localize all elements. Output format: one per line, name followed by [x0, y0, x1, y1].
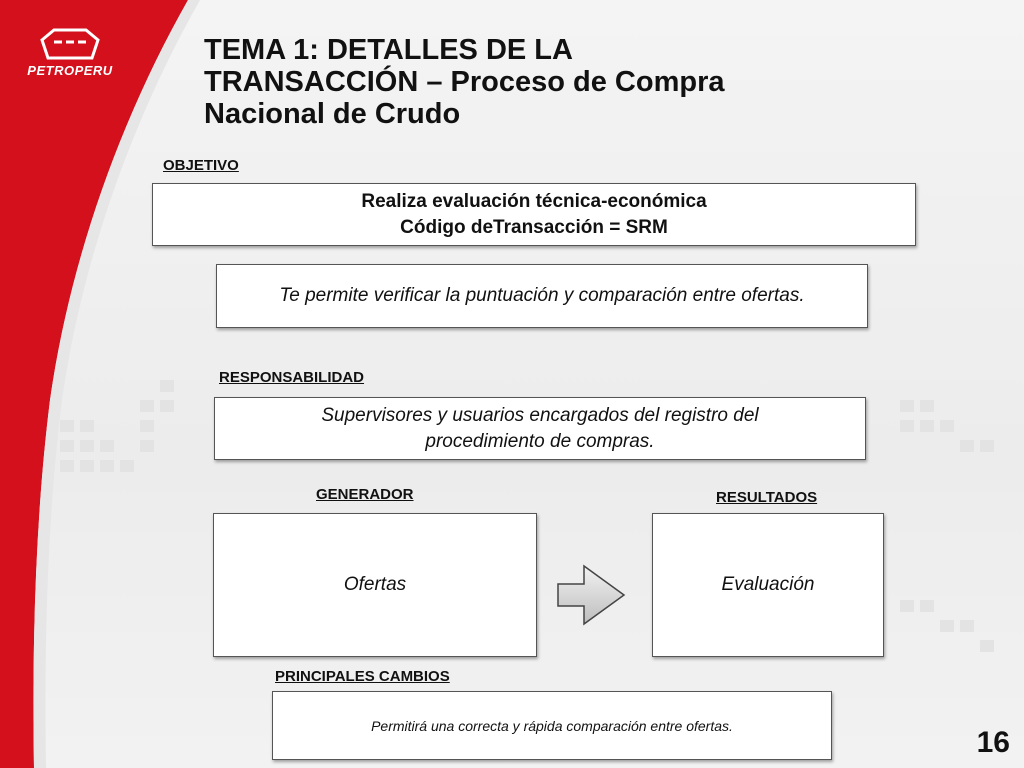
cambios-box	[272, 691, 832, 760]
generador-value: Ofertas	[343, 574, 407, 595]
objetivo-description-box	[216, 264, 868, 328]
cambios-label: PRINCIPALES CAMBIOS	[275, 668, 450, 685]
responsabilidad-line-1: Supervisores y usuarios encargados del registro del	[321, 404, 759, 426]
objetivo-line-2: Código deTransacción = SRM	[400, 216, 668, 238]
responsabilidad-label: RESPONSABILIDAD	[219, 369, 365, 386]
page-title	[204, 34, 844, 130]
resultados-value: Evaluación	[721, 574, 815, 595]
logo-wordmark: PETROPERU	[27, 63, 113, 78]
resultados-box	[652, 513, 884, 657]
responsabilidad-line-2: procedimiento de compras.	[425, 430, 655, 452]
resultados-label: RESULTADOS	[716, 489, 818, 506]
title-line-2: TRANSACCIÓN – Proceso de Compra	[204, 66, 725, 98]
objetivo-box	[152, 183, 916, 246]
responsabilidad-box	[214, 397, 866, 460]
objetivo-line-1: Realiza evaluación técnica-económica	[361, 190, 707, 212]
title-line-3: Nacional de Crudo	[204, 98, 461, 130]
objetivo-description: Te permite verificar la puntuación y comparación entre ofertas.	[279, 285, 805, 306]
cambios-value: Permitirá una correcta y rápida comparación entre ofertas.	[371, 717, 733, 734]
generador-box	[213, 513, 537, 657]
page-number: 16	[976, 726, 1010, 759]
objetivo-label: OBJETIVO	[163, 157, 239, 174]
title-line-1: TEMA 1: DETALLES DE LA	[204, 34, 573, 66]
generador-label: GENERADOR	[316, 486, 414, 503]
right-arrow-icon	[556, 564, 628, 626]
